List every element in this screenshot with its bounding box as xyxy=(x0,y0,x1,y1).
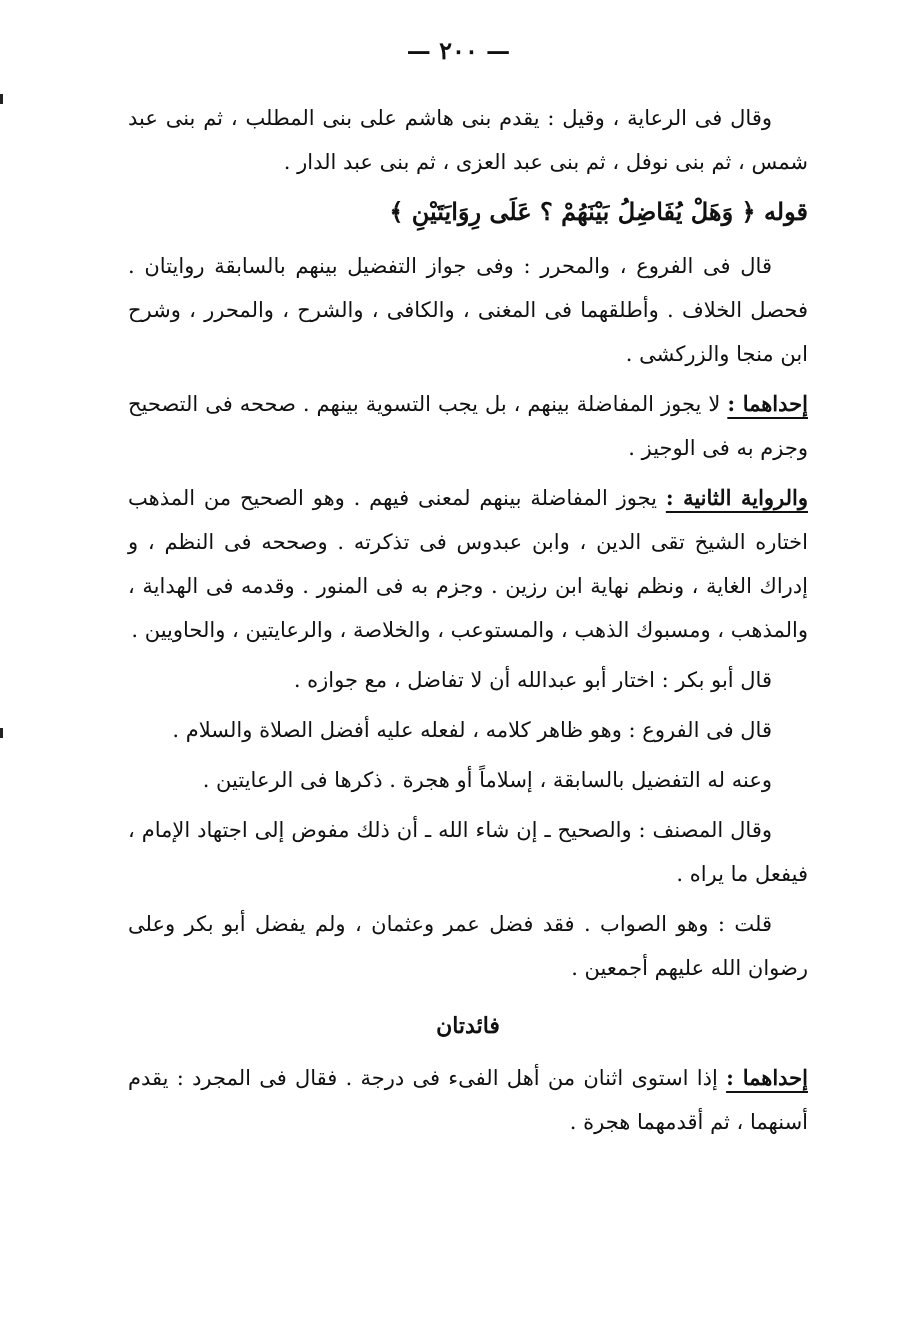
section-heading-faidatan: فائدتان xyxy=(436,1013,500,1039)
paragraph-second-narration xyxy=(128,476,808,652)
paragraph-first-narration xyxy=(128,382,808,470)
paragraph-musannif: وقال المصنف : والصحيح ـ إن شاء الله ـ أن ذلك مفوض إلى اجتهاد الإمام ، فيفعل ما يراه . xyxy=(128,818,808,886)
heading-label: قوله xyxy=(763,197,808,226)
heading-quote: ﴿ وَهَلْ يُفَاضِلُ بَيْنَهُمْ ؟ عَلَى رِوَايَتَيْنِ ﴾ xyxy=(389,197,756,226)
first-benefit-label: إحداهما : xyxy=(726,1065,808,1090)
scan-edge-mark xyxy=(0,728,3,738)
paragraph-abu-bakr: قال أبو بكر : اختار أبو عبدالله أن لا تفاضل ، مع جوازه . xyxy=(293,668,772,692)
body-text xyxy=(128,96,808,1150)
second-narration-label: والرواية الثانية : xyxy=(665,485,808,510)
page-number: — ٢٠٠ — xyxy=(406,36,511,65)
first-benefit-text: إذا استوى اثنان من أهل الفىء فى درجة . فقال فى المجرد : يقدم أسنهما ، ثم أقدمهما هجرة . xyxy=(128,1066,808,1134)
paragraph-qultu: قلت : وهو الصواب . فقد فضل عمر وعثمان ، ولم يفضل أبو بكر وعلى رضوان الله عليهم أجمعين . xyxy=(128,912,808,980)
paragraph-first-benefit xyxy=(128,1056,808,1144)
paragraph-furu-2: قال فى الفروع : وهو ظاهر كلامه ، لفعله عليه أفضل الصلاة والسلام . xyxy=(172,718,772,742)
first-narration-text: لا يجوز المفاضلة بينهم ، بل يجب التسوية بينهم . صححه فى التصحيح وجزم به فى الوجيز . xyxy=(128,392,808,460)
second-narration-text: يجوز المفاضلة بينهم لمعنى فيهم . وهو الصحيح من المذهب اختاره الشيخ تقى الدين ، وابن عبدوس فى تذكرته . وصححه فى النظم ، و إدراك الغاية ، ونظم نهاية ابن رزين . وجزم به فى المنور . وقدمه فى الهداية ، والمذهب ، ومسبوك الذهب ، والمستوعب ، والخلاصة ، والرعايتين ، والحاويين . xyxy=(128,486,808,642)
paragraph-furu: قال فى الفروع ، والمحرر : وفى جواز التفضيل بينهم بالسابقة روايتان . فحصل الخلاف . وأطلقهما فى المغنى ، والكافى ، والشرح ، والمحرر ، وشرح ابن منجا والزركشى . xyxy=(128,254,808,366)
paragraph-riaya: وقال فى الرعاية ، وقيل : يقدم بنى هاشم على بنى المطلب ، ثم بنى عبد شمس ، ثم بنى نوفل ، ثم بنى عبد العزى ، ثم بنى عبد الدار . xyxy=(128,106,808,174)
scan-edge-mark xyxy=(0,94,3,104)
paragraph-anhu: وعنه له التفضيل بالسابقة ، إسلاماً أو هجرة . ذكرها فى الرعايتين . xyxy=(202,768,772,792)
section-heading-qawluh xyxy=(128,190,808,234)
first-narration-label: إحداهما : xyxy=(727,391,808,416)
